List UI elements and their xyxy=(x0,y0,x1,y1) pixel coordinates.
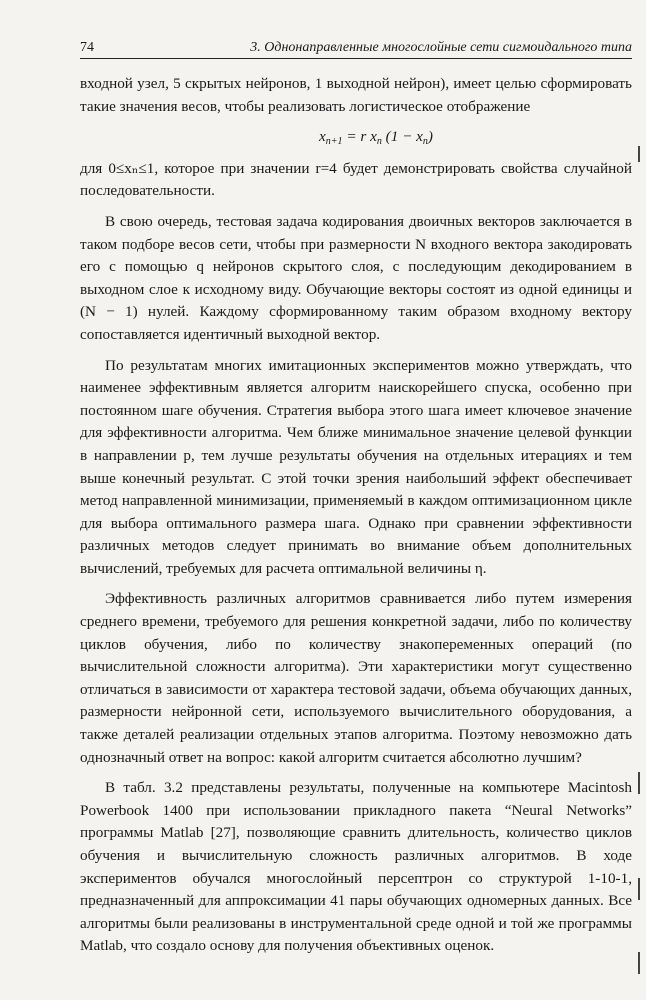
running-title: 3. Однонаправленные многослойные сети сигмоидального типа xyxy=(250,40,632,55)
page-header xyxy=(80,40,632,59)
logistic-map-formula: $x_{n+1} = r$ $x_n$ $(1 - x_n)$ xyxy=(319,128,433,148)
margin-mark xyxy=(638,878,640,900)
margin-mark xyxy=(638,146,640,162)
paragraph-1: входной узел, 5 скрытых нейронов, 1 выходной нейрон), имеет целью сформировать такие значения весов, чтобы реализовать логистическое отображение xyxy=(80,75,632,115)
page-number: 74 xyxy=(80,40,94,55)
body-text xyxy=(80,73,632,958)
book-page xyxy=(80,40,632,958)
paragraph-2: для 0≤xₙ≤1, которое при значении r=4 будет демонстрировать свойства случайной последовательности. xyxy=(80,159,632,200)
paragraph-3: В свою очередь, тестовая задача кодирования двоичных векторов заключается в таком подборе весов сети, чтобы при размерности N входного вектора закодировать его с помощью q нейронов скрытого слоя, с последующим декодированием в выходном слое к исходному виду. Обучающие векторы состоят из одной единицы и (N − 1) нулей. Каждому сформированному таким образом входному вектору сопоставляется идентичный выходной вектор. xyxy=(80,212,632,343)
margin-mark xyxy=(638,772,640,794)
paragraph-5: Эффективность различных алгоритмов сравнивается либо путем измерения среднего времени, требуемого для решения конкретной задачи, либо по количеству циклов обучения, либо по количеству знакопеременных операций (по вычислительной сложности алгоритма). Эти характеристики могут существенно отличаться в зависимости от характера тестовой задачи, объема обучающих данных, размерности нейронной сети, используемого вычислительного оборудования, а также деталей реализации отдельных этапов алгоритма. Поэтому невозможно дать однозначный ответ на вопрос: какой алгоритм считается абсолютно лучшим? xyxy=(80,590,632,766)
paragraph-6: В табл. 3.2 представлены результаты, полученные на компьютере Macintosh Powerbook 1400 при использовании прикладного пакета “Neural Networks” программы Matlab [27], позволяющие сравнить длительность, количество циклов обучения и вычислительную сложность различных алгоритмов. В ходе экспериментов обучался многослойный персептрон со структурой 1-10-1, предназначенный для аппроксимации 41 пары обучающих одномерных данных. Все алгоритмы были реализованы в инструментальной среде одной и той же программы Matlab, что создало основу для получения объективных оценок. xyxy=(80,779,632,955)
paragraph-4: По результатам многих имитационных экспериментов можно утверждать, что наименее эффективным является алгоритм наискорейшего спуска, особенно при постоянном шаге обучения. Стратегия выбора этого шага имеет ключевое значение для эффективности алгоритма. Чем ближе минимальное значение целевой функции в направлении p, тем лучше результаты обучения на отдельных итерациях и тем выше конечный результат. С этой точки зрения наибольший эффект обеспечивает метод направленной минимизации, применяемый в каждом оптимизационном цикле для выбора оптимального размера шага. Однако при сравнении эффективности различных методов следует принимать во внимание объем дополнительных вычислений, требуемых для расчета оптимальной величины η. xyxy=(80,356,632,577)
margin-mark xyxy=(638,952,640,974)
